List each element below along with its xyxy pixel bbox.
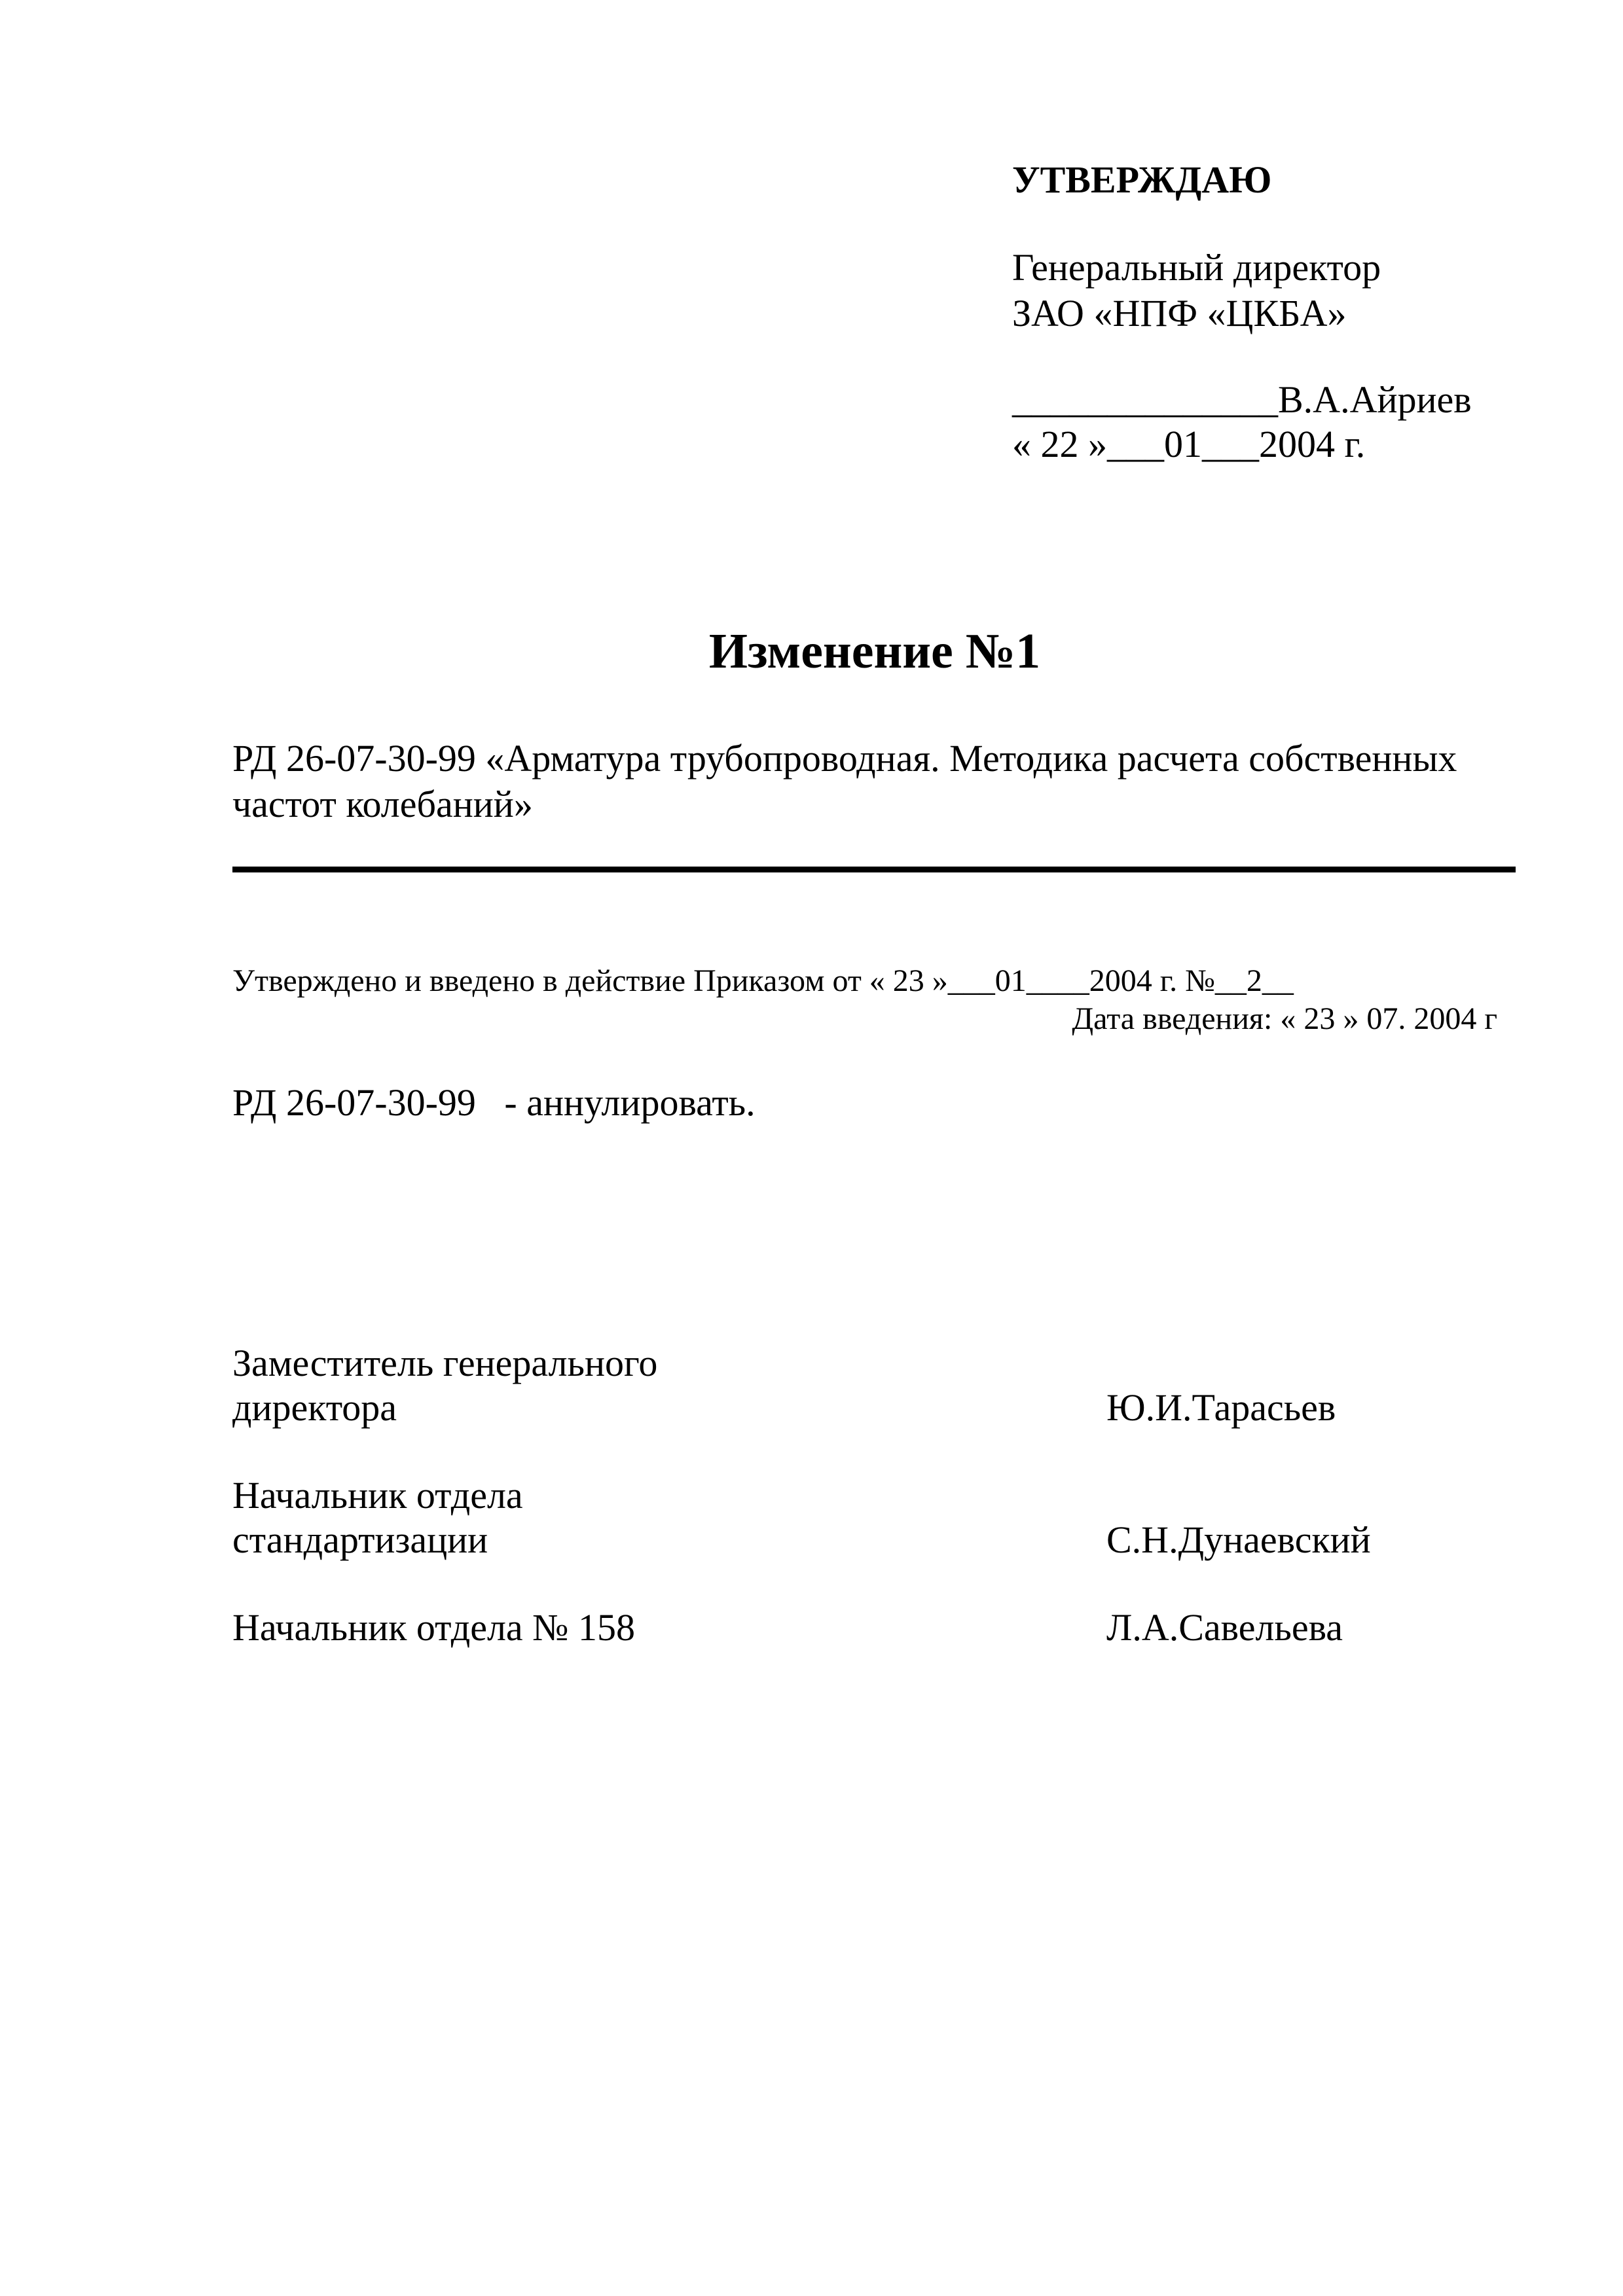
signatory-name: Ю.И.Тарасьев: [1106, 1386, 1336, 1429]
document-title: Изменение №1: [708, 624, 1041, 679]
order-approval-text: Утверждено и введено в действие Приказом от « 23 »___01____2004 г. №__2__: [232, 963, 1294, 998]
signatory-position: Начальник отдела: [232, 1474, 523, 1516]
signatory-position: Заместитель генерального: [232, 1342, 658, 1384]
approver-position: Генеральный директор: [1012, 246, 1381, 289]
signatory-position: директора: [232, 1386, 397, 1429]
signatory-position: стандартизации: [232, 1518, 488, 1561]
signatory-name: Л.А.Савельева: [1106, 1606, 1343, 1649]
signatory-name: С.Н.Дунаевский: [1106, 1518, 1371, 1561]
signatory-position: Начальник отдела № 158: [232, 1606, 635, 1649]
approval-date: « 22 »___01___2004 г.: [1012, 423, 1366, 465]
subject-line-2: частот колебаний»: [232, 783, 533, 825]
horizontal-divider: [232, 867, 1516, 872]
subject-line-1: РД 26-07-30-99 «Арматура трубопроводная. Методика расчета собственных: [232, 737, 1457, 780]
annulment-text: РД 26-07-30-99 - аннулировать.: [232, 1081, 756, 1124]
effective-date: Дата введения: « 23 » 07. 2004 г: [1072, 1001, 1497, 1036]
approver-signature-line: ______________В.А.Айриев: [1012, 378, 1472, 421]
approver-organization: ЗАО «НПФ «ЦКБА»: [1012, 292, 1347, 334]
approval-heading: УТВЕРЖДАЮ: [1012, 158, 1272, 201]
